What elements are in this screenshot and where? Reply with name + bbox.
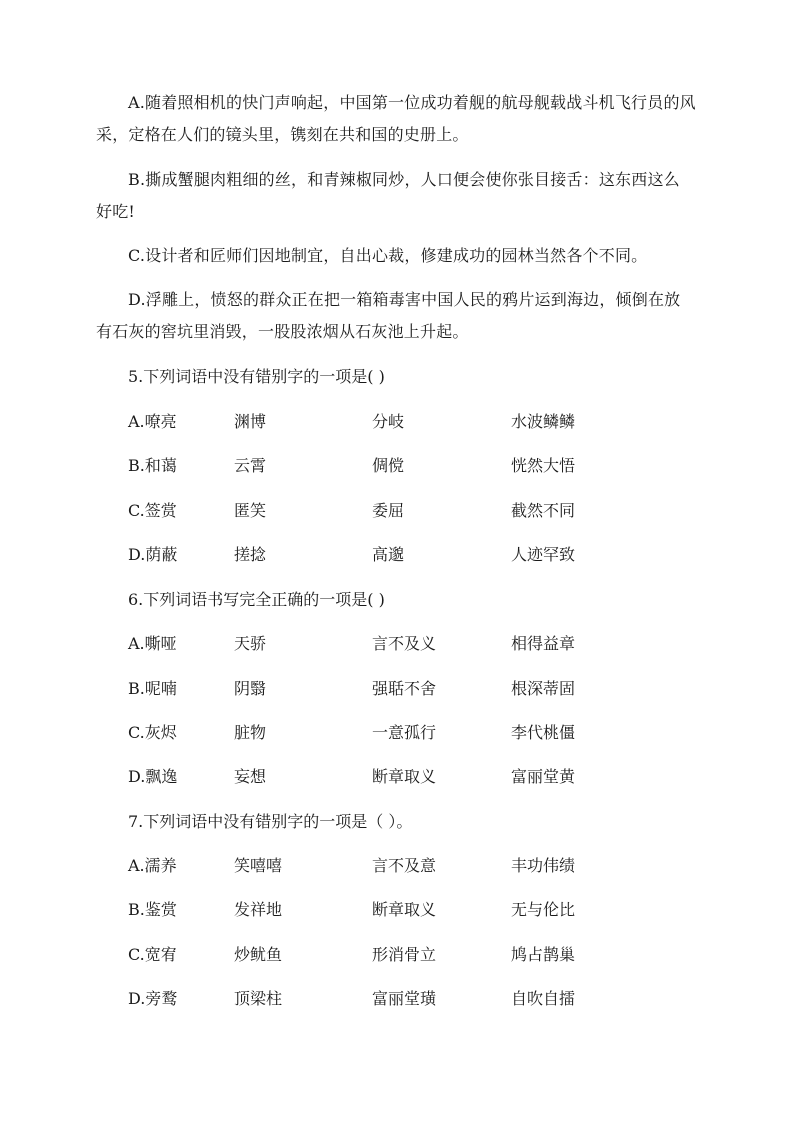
- option-word: 人迹罕致: [511, 545, 576, 564]
- option-word: 委屈: [372, 501, 405, 520]
- option-word: B.呢喃: [128, 679, 177, 698]
- option-word: 言不及义: [372, 634, 437, 653]
- option-word: D.荫蔽: [128, 545, 178, 564]
- option-word: 脏物: [234, 723, 267, 742]
- question-5-option-a: [128, 410, 688, 434]
- option-word: 高邈: [372, 545, 405, 564]
- paragraph-option-d: D.浮雕上，愤怒的群众正在把一箱箱毒害中国人民的鸦片运到海边，倾倒在放有石灰的窖坑里消毁，一股股浓烟从石灰池上升起。: [96, 290, 681, 341]
- option-word: 截然不同: [511, 501, 576, 520]
- option-word: 发祥地: [234, 900, 283, 919]
- option-word: A.嘹亮: [128, 412, 177, 431]
- option-word: A.嘶哑: [128, 634, 177, 653]
- question-6-option-b: [128, 677, 688, 701]
- option-word: 富丽堂璜: [372, 989, 437, 1008]
- question-6-title: 6.下列词语书写完全正确的一项是( ): [128, 590, 385, 609]
- option-word: C.灰烬: [128, 723, 177, 742]
- option-word: 倜傥: [372, 456, 405, 475]
- option-word: 鸠占鹊巢: [511, 945, 576, 964]
- option-word: B.鉴赏: [128, 900, 177, 919]
- question-5-title: 5.下列词语中没有错别字的一项是( ): [128, 367, 385, 386]
- option-word: 炒鱿鱼: [234, 945, 283, 964]
- option-word: 顶梁柱: [234, 989, 283, 1008]
- option-word: C.宽宥: [128, 945, 177, 964]
- paragraph-option-a: A.随着照相机的快门声响起，中国第一位成功着舰的航母舰载战斗机飞行员的风采，定格在人们的镜头里，镌刻在共和国的史册上。: [96, 93, 696, 144]
- option-word: 分岐: [372, 412, 405, 431]
- option-word: 阴翳: [234, 679, 267, 698]
- option-word: 天骄: [234, 634, 267, 653]
- option-word: 李代桃僵: [511, 723, 576, 742]
- option-word: A.濡养: [128, 856, 177, 875]
- option-word: 自吹自擂: [511, 989, 576, 1008]
- option-word: 相得益章: [511, 634, 576, 653]
- option-word: 富丽堂黄: [511, 767, 576, 786]
- option-word: 根深蒂固: [511, 679, 576, 698]
- option-word: 渊博: [234, 412, 267, 431]
- question-5-option-b: [128, 454, 688, 478]
- question-7-option-b: [128, 898, 688, 922]
- question-6-option-d: [128, 765, 688, 789]
- question-6-option-a: [128, 632, 688, 656]
- option-word: D.旁鹜: [128, 989, 178, 1008]
- option-word: 搓捻: [234, 545, 267, 564]
- option-word: 丰功伟绩: [511, 856, 576, 875]
- option-word: 水波鳞鳞: [511, 412, 576, 431]
- question-7-option-a: [128, 854, 688, 878]
- question-7-option-d: [128, 987, 688, 1011]
- option-word: 笑嘻嘻: [234, 856, 283, 875]
- option-word: 匿笑: [234, 501, 267, 520]
- option-word: B.和蔼: [128, 456, 177, 475]
- option-word: 断章取义: [372, 900, 437, 919]
- option-word: 断章取义: [372, 767, 437, 786]
- paragraph-option-b: B.撕成蟹腿肉粗细的丝，和青辣椒同炒，人口便会使你张目接舌：这东西这么好吃!: [96, 170, 680, 221]
- option-word: 强聒不舍: [372, 679, 437, 698]
- question-5-option-c: [128, 499, 688, 523]
- option-word: 无与伦比: [511, 900, 576, 919]
- option-word: D.飘逸: [128, 767, 178, 786]
- option-word: 妄想: [234, 767, 267, 786]
- question-7-title: 7.下列词语中没有错别字的一项是（ ）。: [128, 812, 413, 831]
- option-word: C.签赏: [128, 501, 177, 520]
- option-word: 形消骨立: [372, 945, 437, 964]
- question-5-option-d: [128, 543, 688, 567]
- paragraph-option-c: C.设计者和匠师们因地制宜，自出心裁，修建成功的园林当然各个不同。: [128, 246, 648, 265]
- option-word: 恍然大悟: [511, 456, 576, 475]
- option-word: 言不及意: [372, 856, 437, 875]
- question-6-option-c: [128, 721, 688, 745]
- option-word: 一意孤行: [372, 723, 437, 742]
- option-word: 云霄: [234, 456, 267, 475]
- question-7-option-c: [128, 943, 688, 967]
